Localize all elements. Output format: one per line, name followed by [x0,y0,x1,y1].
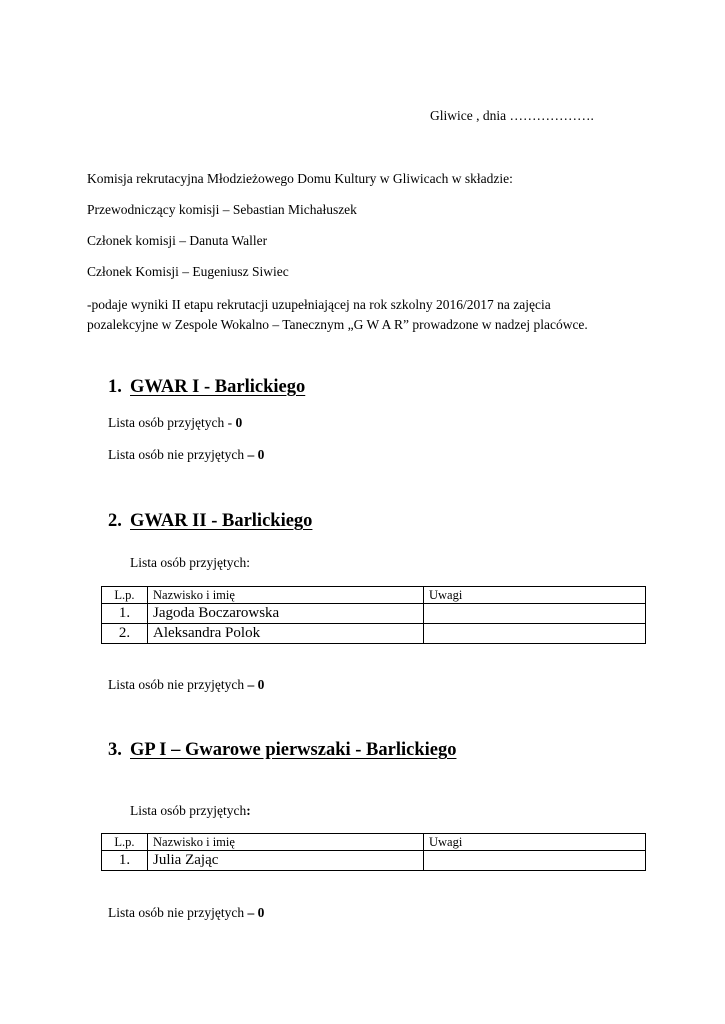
cell-lp: 2. [102,624,148,644]
section-3-accepted-label [130,803,251,819]
table-row [102,624,646,644]
rejected-label: Lista osób nie przyjętych [108,447,248,462]
header-notes: Uwagi [424,834,646,851]
table-row [102,851,646,871]
section-3-rejected [108,905,264,921]
section-3-table [101,833,646,871]
section-2-title: GWAR II - Barlickiego [130,511,313,531]
section-2-number: 2. [108,511,122,531]
section-2-table [101,586,646,644]
cell-name: Aleksandra Polok [148,624,424,644]
section-3-number: 3. [108,740,122,760]
cell-name: Julia Zając [148,851,424,871]
section-1-accepted [108,415,242,431]
cell-lp: 1. [102,604,148,624]
section-1-heading [108,377,305,398]
statement-line-1: -podaje wyniki II etapu rekrutacji uzupełniającej na rok szkolny 2016/2017 na zajęcia [87,297,551,312]
rejected-label: Lista osób nie przyjętych [108,905,248,920]
cell-name: Jagoda Boczarowska [148,604,424,624]
rejected-count: – 0 [247,677,265,692]
section-2-accepted-label: Lista osób przyjętych: [130,555,250,570]
rejected-label: Lista osób nie przyjętych [108,677,248,692]
table-header-row [102,834,646,851]
header-lp: L.p. [102,587,148,604]
cell-notes [424,851,646,871]
section-1-title: GWAR I - Barlickiego [130,377,306,397]
committee-chair: Przewodniczący komisji – Sebastian Michałuszek [87,202,357,217]
accepted-label: Lista osób przyjętych - [108,415,236,430]
accepted-count: 0 [235,415,243,430]
rejected-count: – 0 [247,447,265,462]
section-2-rejected [108,677,264,693]
committee-member-2: Członek Komisji – Eugeniusz Siwiec [87,264,289,279]
accepted-label: Lista osób przyjętych [130,803,247,818]
rejected-count: – 0 [247,905,265,920]
header-notes: Uwagi [424,587,646,604]
table-row [102,604,646,624]
cell-notes [424,624,646,644]
table-header-row [102,587,646,604]
committee-member-1: Członek komisji – Danuta Waller [87,233,268,248]
header-name: Nazwisko i imię [148,587,424,604]
cell-lp: 1. [102,851,148,871]
statement-line-2: pozalekcyjne w Zespole Wokalno – Tanecznym „G W A R” prowadzone w nadzej placówce. [87,317,588,332]
statement-paragraph [87,295,588,335]
section-1-number: 1. [108,377,122,397]
cell-notes [424,604,646,624]
section-3-title: GP I – Gwarowe pierwszaki - Barlickiego [130,740,457,760]
section-3-heading [108,740,456,761]
header-lp: L.p. [102,834,148,851]
accepted-colon: : [246,803,251,818]
section-1-rejected [108,447,264,463]
place-date: Gliwice , dnia ………………. [430,108,594,123]
section-2-heading [108,511,312,532]
intro-text: Komisja rekrutacyjna Młodzieżowego Domu Kultury w Gliwicach w składzie: [87,171,513,186]
header-name: Nazwisko i imię [148,834,424,851]
